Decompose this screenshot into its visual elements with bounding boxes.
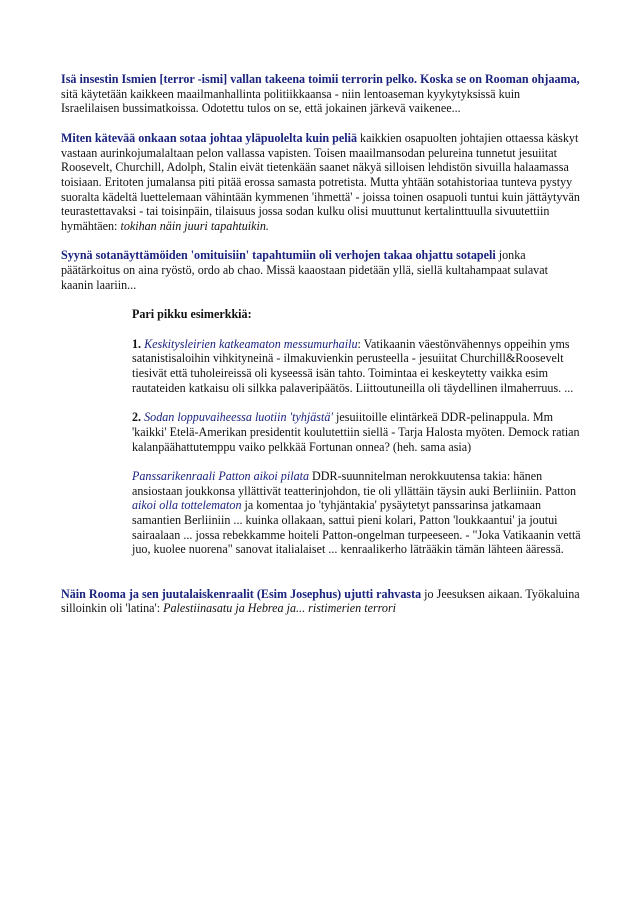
example-1-number: 1.: [132, 336, 145, 351]
paragraph-text: kaikkien osapuolten johtajien ottaessa käskyt vastaan aurinkojumalaltaan pelon vallassa vapisten. Toisen maailmansodan pelureina tunnetut jesuiitat Roosevelt, Churchill, Adolph, Stalin eivät tietenkään saanet näkyä silloisen lehdistön sivuilla halaamassa toisiaan. Eritoten jumalansa piti pitää erossa samasta potretista. Mutta yhtään sotahistoriaa tunteva pystyy suoralta kädeltä luettelemaan vähintään kymmenen 'ihmettä' - joissa toinen osapuoli tuntui kuin jättäytyvän teurastettavaksi - tai toisinpäin, tilaisuus jossa sodan kulku olisi muuttunut kertalinttuulla sivuutettiin hymähtäen:: [61, 130, 580, 234]
italic-phrase: Palestiinasatu ja Hebrea ja... ristimerien terrori: [163, 601, 397, 616]
paragraph-text: jonka päätärkoitus on aina ryöstö, ordo ab chao. Missä kaaostaan pidetään yllä, siellä kultahampaat sulavat kaanin laariin...: [61, 248, 548, 292]
example-3-title: Panssarikenraali Patton aikoi pilata: [132, 468, 310, 483]
examples-heading: [132, 307, 581, 322]
paragraph-terror-ism: [61, 72, 581, 116]
italic-phrase: tokihan näin juuri tapahtuikin.: [120, 219, 269, 234]
highlight-war-game: Miten kätevää onkaan sotaa johtaa yläpuolelta kuin peliä: [61, 130, 357, 145]
example-1-text: : Vatikaanin väestönvähennys oppeihin yms satanistisaloihin vihkityneinä - ilmakuvienkin perusteella - jesuiitat Churchill&Roosevelt tiesivät että tuholeireissä oli kyseessä isän tahto. Toimintaa ei keskeytetty vaikka esim rautateiden katkaisu oli silkka palaveripäätös. Liittoutuneilla oli täydellinen ilmaherruus. ...: [132, 336, 574, 395]
example-2-title: Sodan loppuvaiheessa luotiin 'tyhjästä': [144, 410, 334, 425]
example-3-italic: aikoi olla tottelematon: [132, 498, 242, 513]
example-3-text-2: ja komentaa jo 'tyhjäntakia' pysäytetyt panssarinsa jatkamaan samantien Berliiniin ... kuinka ollakaan, sattui pieni kolari, Patton 'loukkaantui' ja joutui sairaalaan ... jossa rebekkamme hoiteli Patton-ongelman turpeeseen. - "Joka Vatikaanin vettä juo, kuolee nuorena" sanovat italialaiset ... kenraalikerho läträäkin tämän lähteen ääressä.: [132, 498, 581, 557]
paragraph-text: jo Jeesuksen aikaan. Työkaluina silloinkin oli 'latina':: [61, 586, 580, 616]
paragraph-rome: [61, 587, 581, 616]
example-3-text: DDR-suunnitelman nerokkuutensa takia: hänen ansiostaan joukkonsa yllättivät teatterinjohdon, tie oli yllättäin täysin auki Berliiniin. Patton: [132, 468, 577, 498]
example-3: [132, 469, 581, 557]
example-2: [132, 410, 581, 454]
example-2-number: 2.: [132, 410, 145, 425]
document-page: [61, 72, 581, 631]
example-2-text: jesuiitoille elintärkeä DDR-pelinappula. Mm 'kaikki' Etelä-Amerikan presidentit koulutettiin siellä - Tarja Halosta myöten. Demock ratian kalanpäähattutemppu vaiko pelkkää Fortunan onnea? (heh. sama asia): [132, 410, 580, 454]
paragraph-theatre-events: [61, 248, 581, 292]
highlight-rome: Näin Rooma ja sen juutalaiskenraalit (Esim Josephus) ujutti rahvasta: [61, 586, 422, 601]
paragraph-text: sitä käytetään kaikkeen maailmanhallinta politiikkaansa - niin lentoaseman kyykytyksissä kuin Israelilaisen bussimatkoissa. Odotettu tulos on se, että jokainen järkevä vaikenee...: [61, 86, 521, 116]
highlight-theatre-events: Syynä sotanäyttämöiden 'omituisiin' tapahtumiin oli verhojen takaa ohjattu sotapeli: [61, 248, 496, 263]
example-1: [132, 337, 581, 396]
highlight-terror-ism: Isä insestin Ismien [terror -ismi] vallan takeena toimii terrorin pelko. Koska se on Rooman ohjaama,: [61, 72, 580, 86]
example-1-title: Keskitysleirien katkeamaton messumurhailu: [144, 336, 358, 351]
examples-heading-text: Pari pikku esimerkkiä:: [132, 307, 252, 322]
paragraph-war-game: [61, 131, 581, 234]
